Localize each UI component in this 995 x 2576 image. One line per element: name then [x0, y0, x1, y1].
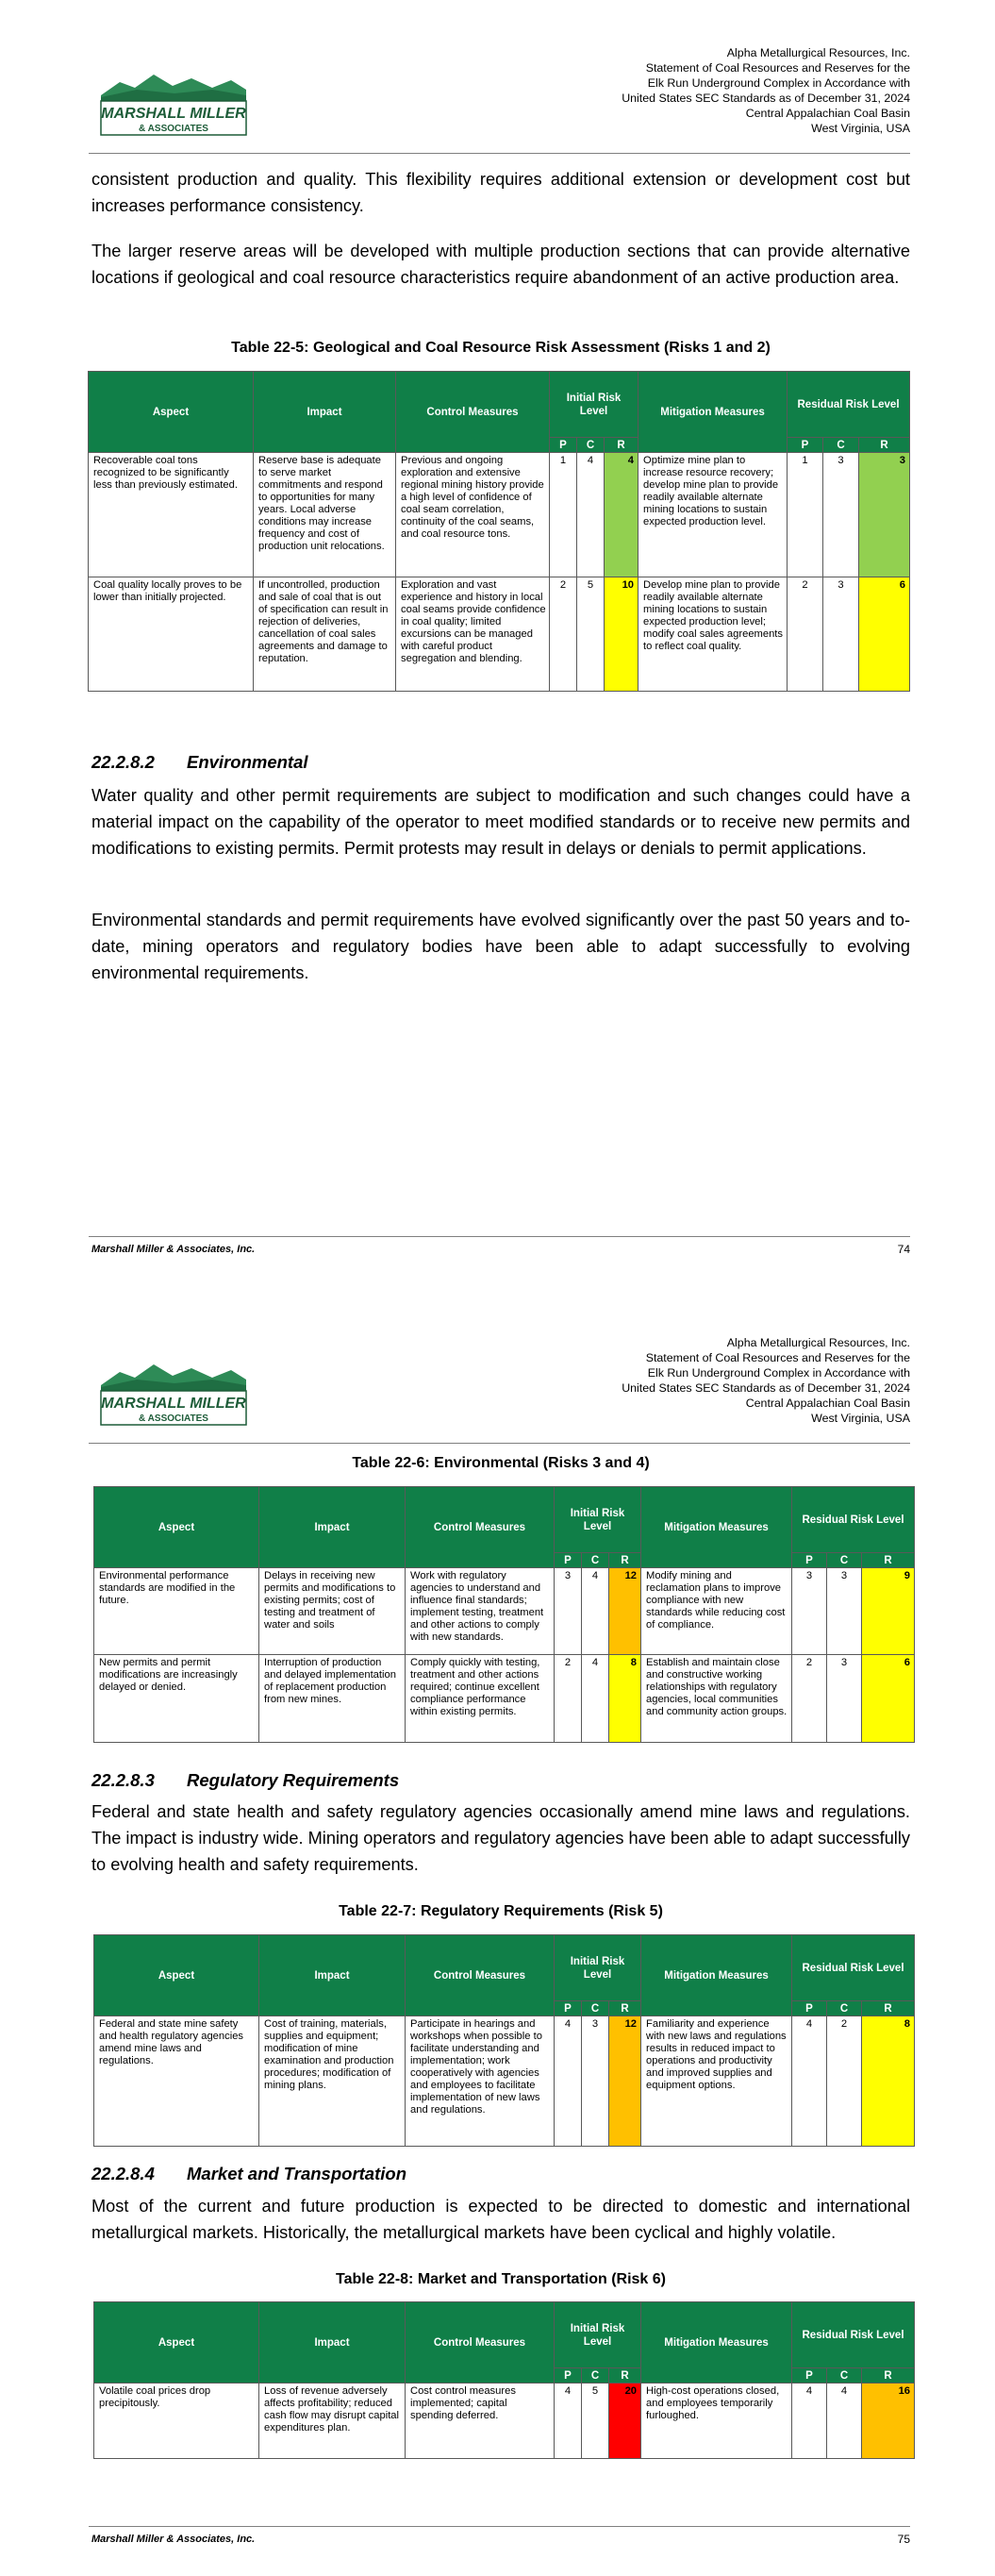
header-line: Statement of Coal Resources and Reserves for the [645, 1351, 910, 1364]
company-logo [99, 1359, 248, 1427]
cell-initial-p: 1 [550, 453, 577, 577]
col-header-consequence: C [582, 1553, 609, 1568]
header-line: Central Appalachian Coal Basin [745, 1397, 910, 1410]
body-paragraph: Water quality and other permit requirements are subject to modification and such changes could have a material impact on the capability of the operator to meet modified standards or to receive new permits and modifications to existing permits. Permit protests may result in delays or denials to permit applications. [91, 786, 910, 858]
body-paragraph: Environmental standards and permit requirements have evolved significantly over the past 50 years and to-date, mining operators and regulatory bodies have been able to adapt successfully to evolving environmental requirements. [91, 911, 910, 982]
cell-initial-r: 12 [609, 1568, 641, 1655]
col-header-mitigation: Mitigation Measures [638, 372, 788, 453]
col-header-residual-risk: Residual Risk Level [792, 2302, 915, 2368]
cell-control: Comply quickly with testing, treatment and other actions required; continue excellent compliance performance within existing permits. [406, 1655, 555, 1743]
col-header-probability: P [792, 2001, 827, 2016]
col-header-residual-risk: Residual Risk Level [792, 1487, 915, 1553]
col-header-probability: P [555, 1553, 582, 1568]
cell-residual-p: 2 [792, 1655, 827, 1743]
col-header-control: Control Measures [406, 2302, 555, 2384]
col-header-risk: R [609, 2368, 641, 2384]
section-title: Regulatory Requirements [187, 1770, 400, 1790]
col-header-consequence: C [582, 2001, 609, 2016]
cell-residual-p: 2 [788, 577, 823, 692]
cell-initial-c: 4 [582, 1568, 609, 1655]
header-divider [89, 153, 910, 154]
cell-residual-r: 16 [862, 2384, 915, 2459]
col-header-mitigation: Mitigation Measures [641, 1935, 792, 2016]
cell-residual-r: 3 [859, 453, 910, 577]
cell-initial-c: 4 [577, 453, 605, 577]
section-heading [91, 752, 308, 773]
col-header-probability: P [550, 438, 577, 453]
cell-mitigation: Establish and maintain close and constructive working relationships with regulatory agencies, local communities and community action groups. [641, 1655, 792, 1743]
header-line: Statement of Coal Resources and Reserves for the [645, 61, 910, 75]
col-header-impact: Impact [259, 1935, 406, 2016]
page-number: 75 [897, 2533, 910, 2546]
header-line: Elk Run Underground Complex in Accordance with [647, 1366, 910, 1380]
cell-residual-r: 9 [862, 1568, 915, 1655]
footer-company: Marshall Miller & Associates, Inc. [91, 2534, 256, 2545]
cell-residual-p: 4 [792, 2384, 827, 2459]
body-paragraph: consistent production and quality. This flexibility requires additional extension or development cost but increases performance consistency. [91, 170, 910, 215]
col-header-risk: R [605, 438, 638, 453]
page-header [91, 45, 910, 149]
cell-initial-r: 8 [609, 1655, 641, 1743]
col-header-consequence: C [582, 2368, 609, 2384]
table-row [89, 577, 910, 692]
col-header-mitigation: Mitigation Measures [641, 1487, 792, 1568]
cell-impact: Delays in receiving new permits and modifications to existing permits; cost of testing and treatment of water and soils [259, 1568, 406, 1655]
section-number: 22.2.8.4 [91, 2164, 155, 2183]
header-address [622, 1335, 910, 1426]
risk-table [88, 371, 910, 692]
body-paragraph: Most of the current and future production is expected to be directed to domestic and international metallurgical markets. Historically, the metallurgical markets have been cyclical and highly volatile. [91, 2197, 910, 2242]
page-75 [0, 1302, 995, 2576]
header-line: Central Appalachian Coal Basin [745, 107, 910, 120]
cell-aspect: Federal and state mine safety and health regulatory agencies amend mine laws and regulations. [94, 2016, 259, 2147]
col-header-consequence: C [823, 438, 859, 453]
col-header-aspect: Aspect [89, 372, 254, 453]
cell-initial-p: 4 [555, 2384, 582, 2459]
col-header-mitigation: Mitigation Measures [641, 2302, 792, 2384]
svg-text:MARSHALL MILLER: MARSHALL MILLER [101, 1396, 246, 1412]
header-line: United States SEC Standards as of December 31, 2024 [622, 1381, 910, 1395]
footer-divider [89, 1236, 910, 1237]
cell-initial-r: 12 [609, 2016, 641, 2147]
risk-table [93, 2301, 915, 2459]
cell-impact: Loss of revenue adversely affects profitability; reduced cash flow may disrupt capital expenditures plan. [259, 2384, 406, 2459]
cell-residual-c: 3 [827, 1655, 862, 1743]
col-header-aspect: Aspect [94, 2302, 259, 2384]
cell-impact: If uncontrolled, production and sale of coal that is out of specification can result in rejection of deliveries, cancellation of coal sales agreements and damage to reputation. [254, 577, 396, 692]
section-heading [91, 1770, 399, 1791]
table-row [94, 2016, 915, 2147]
cell-aspect: Environmental performance standards are modified in the future. [94, 1568, 259, 1655]
header-line: Elk Run Underground Complex in Accordance with [647, 76, 910, 90]
cell-residual-r: 8 [862, 2016, 915, 2147]
header-company: Alpha Metallurgical Resources, Inc. [726, 1336, 910, 1349]
col-header-control: Control Measures [406, 1935, 555, 2016]
cell-control: Exploration and vast experience and history in local coal seams provide confidence in coal quality; limited excursions can be managed with careful product segregation and blending. [396, 577, 550, 692]
cell-initial-c: 5 [577, 577, 605, 692]
header-address [622, 45, 910, 136]
table-row [94, 2384, 915, 2459]
footer-company: Marshall Miller & Associates, Inc. [91, 1244, 256, 1255]
col-header-impact: Impact [254, 372, 396, 453]
section-number: 22.2.8.2 [91, 752, 155, 772]
section-heading [91, 2164, 406, 2184]
col-header-risk: R [862, 2001, 915, 2016]
col-header-aspect: Aspect [94, 1487, 259, 1568]
cell-residual-c: 3 [823, 453, 859, 577]
cell-mitigation: High-cost operations closed, and employees temporarily furloughed. [641, 2384, 792, 2459]
cell-control: Cost control measures implemented; capital spending deferred. [406, 2384, 555, 2459]
cell-initial-c: 4 [582, 1655, 609, 1743]
cell-residual-r: 6 [862, 1655, 915, 1743]
cell-aspect: Volatile coal prices drop precipitously. [94, 2384, 259, 2459]
svg-text:& ASSOCIATES: & ASSOCIATES [139, 124, 208, 134]
table-caption: Table 22-8: Market and Transportation (Risk 6) [335, 2271, 666, 2287]
cell-initial-p: 3 [555, 1568, 582, 1655]
cell-impact: Reserve base is adequate to serve market commitments and respond to opportunities for many years. Local adverse conditions may increase frequency and cost of production unit relocations. [254, 453, 396, 577]
col-header-control: Control Measures [396, 372, 550, 453]
col-header-probability: P [555, 2368, 582, 2384]
col-header-risk: R [862, 1553, 915, 1568]
col-header-initial-risk: Initial Risk Level [550, 372, 638, 438]
col-header-residual-risk: Residual Risk Level [792, 1935, 915, 2001]
cell-initial-c: 3 [582, 2016, 609, 2147]
section-title: Environmental [187, 752, 308, 772]
cell-residual-c: 3 [827, 1568, 862, 1655]
cell-mitigation: Modify mining and reclamation plans to improve compliance with new standards while reducing cost of compliance. [641, 1568, 792, 1655]
page-header [91, 1335, 910, 1439]
company-logo [99, 69, 248, 137]
col-header-control: Control Measures [406, 1487, 555, 1568]
cell-mitigation: Optimize mine plan to increase resource recovery; develop mine plan to provide readily available alternate mining locations to sustain expected production level. [638, 453, 788, 577]
col-header-probability: P [792, 1553, 827, 1568]
col-header-impact: Impact [259, 1487, 406, 1568]
table-row [89, 453, 910, 577]
cell-residual-p: 4 [792, 2016, 827, 2147]
cell-mitigation: Familiarity and experience with new laws and regulations results in reduced impact to operations and productivity and improved supplies and equipment options. [641, 2016, 792, 2147]
col-header-consequence: C [827, 2001, 862, 2016]
col-header-consequence: C [577, 438, 605, 453]
header-divider [89, 1443, 910, 1444]
cell-mitigation: Develop mine plan to provide readily available alternate mining locations to sustain expected production level; modify coal sales agreements to reflect coal quality. [638, 577, 788, 692]
cell-control: Participate in hearings and workshops when possible to facilitate understanding and implementation; work cooperatively with agencies and employees to facilitate implementation of new laws and regulations. [406, 2016, 555, 2147]
cell-impact: Interruption of production and delayed implementation of replacement production from new mines. [259, 1655, 406, 1743]
table-caption: Table 22-5: Geological and Coal Resource Risk Assessment (Risks 1 and 2) [231, 340, 771, 356]
header-line: United States SEC Standards as of December 31, 2024 [622, 92, 910, 105]
cell-initial-p: 2 [550, 577, 577, 692]
cell-residual-c: 4 [827, 2384, 862, 2459]
cell-aspect: Recoverable coal tons recognized to be significantly less than previously estimated. [89, 453, 254, 577]
col-header-probability: P [555, 2001, 582, 2016]
page-number: 74 [897, 1243, 910, 1256]
table-caption: Table 22-6: Environmental (Risks 3 and 4) [352, 1455, 650, 1471]
col-header-consequence: C [827, 2368, 862, 2384]
cell-residual-c: 3 [823, 577, 859, 692]
header-line: West Virginia, USA [811, 122, 910, 135]
cell-initial-r: 10 [605, 577, 638, 692]
cell-residual-p: 1 [788, 453, 823, 577]
body-paragraph: The larger reserve areas will be developed with multiple production sections that can provide alternative locations if geological and coal resource characteristics require abandonment of an active production area. [91, 242, 910, 287]
col-header-risk: R [609, 2001, 641, 2016]
cell-control: Previous and ongoing exploration and extensive regional mining history provide a high level of confidence of coal seam correlation, continuity of the coal seams, and coal resource tons. [396, 453, 550, 577]
col-header-residual-risk: Residual Risk Level [788, 372, 910, 438]
risk-table [93, 1934, 915, 2147]
table-row [94, 1568, 915, 1655]
col-header-impact: Impact [259, 2302, 406, 2384]
section-number: 22.2.8.3 [91, 1770, 155, 1790]
svg-text:MARSHALL MILLER: MARSHALL MILLER [101, 106, 246, 122]
cell-residual-r: 6 [859, 577, 910, 692]
cell-aspect: Coal quality locally proves to be lower than initially projected. [89, 577, 254, 692]
col-header-risk: R [862, 2368, 915, 2384]
table-row [94, 1655, 915, 1743]
cell-aspect: New permits and permit modifications are increasingly delayed or denied. [94, 1655, 259, 1743]
cell-initial-r: 20 [609, 2384, 641, 2459]
cell-impact: Cost of training, materials, supplies and equipment; modification of mine examination and production procedures; modification of mining plans. [259, 2016, 406, 2147]
svg-text:& ASSOCIATES: & ASSOCIATES [139, 1413, 208, 1424]
cell-initial-p: 2 [555, 1655, 582, 1743]
header-company: Alpha Metallurgical Resources, Inc. [726, 46, 910, 59]
col-header-risk: R [859, 438, 910, 453]
col-header-probability: P [788, 438, 823, 453]
body-paragraph: Federal and state health and safety regulatory agencies occasionally amend mine laws and regulations. The impact is industry wide. Mining operators and regulatory agencies have been able to adapt successfully to evolving health and safety requirements. [91, 1802, 910, 1874]
col-header-aspect: Aspect [94, 1935, 259, 2016]
header-line: West Virginia, USA [811, 1412, 910, 1425]
col-header-consequence: C [827, 1553, 862, 1568]
risk-table [93, 1486, 915, 1743]
footer-divider [89, 2526, 910, 2527]
col-header-probability: P [792, 2368, 827, 2384]
cell-control: Work with regulatory agencies to understand and influence final standards; implement testing, treatment and other actions to comply with new standards. [406, 1568, 555, 1655]
cell-initial-c: 5 [582, 2384, 609, 2459]
col-header-initial-risk: Initial Risk Level [555, 1487, 641, 1553]
col-header-initial-risk: Initial Risk Level [555, 1935, 641, 2001]
cell-initial-r: 4 [605, 453, 638, 577]
cell-residual-c: 2 [827, 2016, 862, 2147]
cell-residual-p: 3 [792, 1568, 827, 1655]
table-caption: Table 22-7: Regulatory Requirements (Risk 5) [339, 1903, 663, 1919]
cell-initial-p: 4 [555, 2016, 582, 2147]
section-title: Market and Transportation [187, 2164, 407, 2183]
col-header-risk: R [609, 1553, 641, 1568]
col-header-initial-risk: Initial Risk Level [555, 2302, 641, 2368]
